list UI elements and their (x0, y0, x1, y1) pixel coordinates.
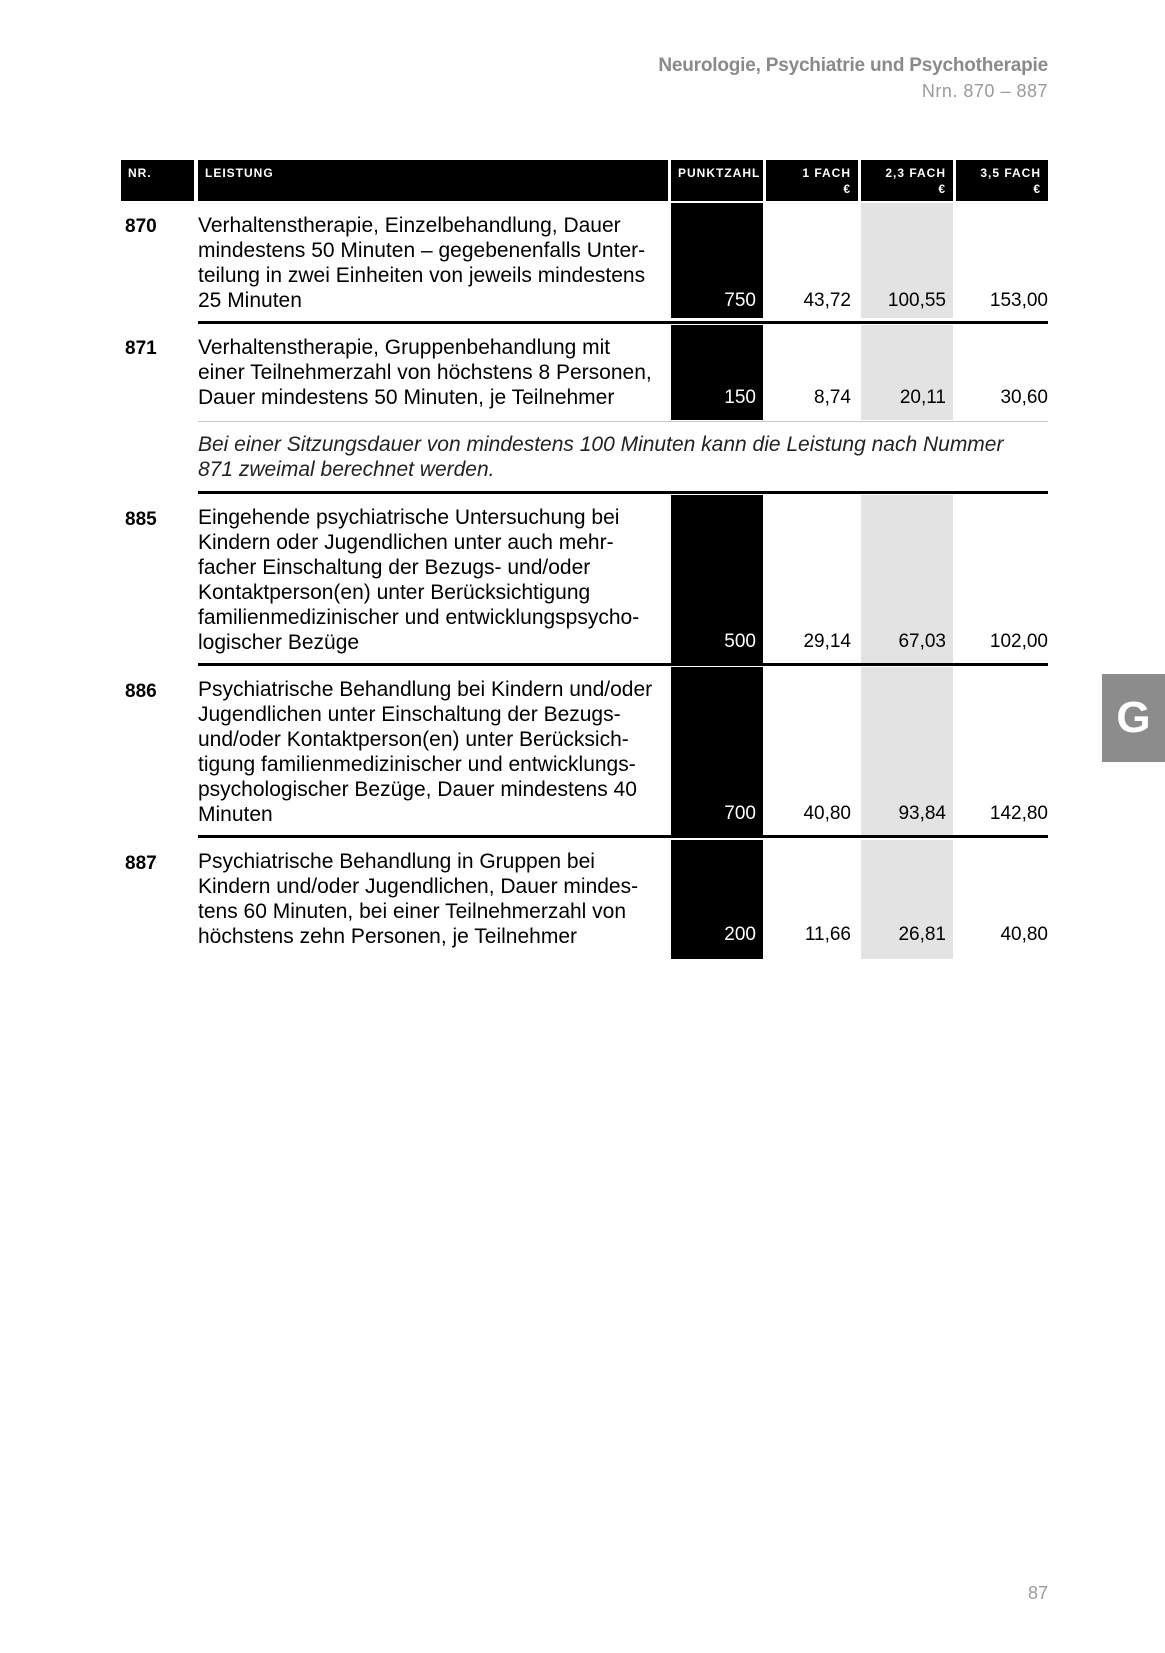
column-header-1fach: 1 FACH € (766, 160, 858, 201)
fach1-value: 40,80 (803, 803, 851, 824)
fach23-value: 67,03 (898, 631, 946, 652)
row-description: Verhaltenstherapie, Einzelbehandlung, Dauer mindestens 50 Minuten – gegebenenfalls Unter- teilung in zwei Einheiten von jeweils mindestens 25 Minuten (198, 214, 646, 312)
column-header-punktzahl: PUNKTZAHL (671, 160, 763, 201)
fach35-value: 40,80 (1000, 924, 1048, 945)
fach35-value: 142,80 (989, 803, 1048, 824)
punktzahl-value: 500 (724, 631, 756, 652)
page-number: 87 (1027, 1583, 1048, 1603)
fach35-value: 153,00 (989, 290, 1048, 311)
running-header-range: Nrn. 870 – 887 (921, 81, 1048, 101)
chapter-tab: G (1102, 674, 1165, 762)
row-description: Eingehende psychiatrische Untersuchung bei Kindern oder Jugendlichen unter auch mehr- facher Einschaltung der Bezugs- und/oder Kontaktperson(en) unter Berücksichtigung familienmedizinischer und entwicklungspsycho- logischer Bezüge (198, 506, 640, 654)
column-header-2-3fach: 2,3 FACH € (861, 160, 953, 201)
column-header-3-5fach: 3,5 FACH € (956, 160, 1048, 201)
fach35-value: 102,00 (989, 631, 1048, 652)
row-divider-thin (198, 421, 1048, 422)
row-divider (198, 491, 1048, 494)
row-number: 870 (125, 216, 157, 237)
row-description: Psychiatrische Behandlung bei Kindern und/oder Jugendlichen unter Einschaltung der Bezugs- und/oder Kontaktperson(en) unter Berücksich- tigung familienmedizinischer und entwicklungs- psychologischer Bezüge, Dauer mindestens 40 Minuten (198, 678, 653, 826)
row-divider (198, 321, 1048, 324)
fach35-value: 30,60 (1000, 387, 1048, 408)
punktzahl-value: 750 (724, 290, 756, 311)
row-number: 871 (125, 338, 157, 359)
column-header-leistung: LEISTUNG (198, 160, 668, 201)
row-number: 886 (125, 681, 157, 702)
fach23-value: 100,55 (887, 290, 946, 311)
punktzahl-value: 200 (724, 924, 756, 945)
running-header-title: Neurologie, Psychiatrie und Psychotherapie (658, 55, 1048, 76)
row-number: 887 (125, 853, 157, 874)
row-divider (198, 835, 1048, 838)
fach1-value: 11,66 (804, 924, 851, 945)
column-header-nr: NR. (121, 160, 194, 201)
row-description: Psychiatrische Behandlung in Gruppen bei Kindern und/oder Jugendlichen, Dauer mindes- tens 60 Minuten, bei einer Teilnehmerzahl von höchstens zehn Personen, je Teilnehmer (198, 850, 639, 948)
row-description: Verhaltenstherapie, Gruppenbehandlung mit einer Teilnehmerzahl von höchstens 8 Personen, Dauer mindestens 50 Minuten, je Teilnehmer (198, 336, 652, 409)
fach23-value: 26,81 (898, 924, 946, 945)
row-number: 885 (125, 509, 157, 530)
fach1-value: 29,14 (803, 631, 851, 652)
row-divider (198, 663, 1048, 666)
fach23-value: 20,11 (899, 387, 946, 408)
punktzahl-value: 150 (724, 387, 756, 408)
row-note: Bei einer Sitzungsdauer von mindestens 100 Minuten kann die Leistung nach Nummer 871 zweimal berechnet werden. (198, 433, 1004, 481)
fach1-value: 8,74 (814, 387, 851, 408)
fach1-value: 43,72 (803, 290, 851, 311)
punktzahl-value: 700 (724, 803, 756, 824)
fach23-value: 93,84 (898, 803, 946, 824)
